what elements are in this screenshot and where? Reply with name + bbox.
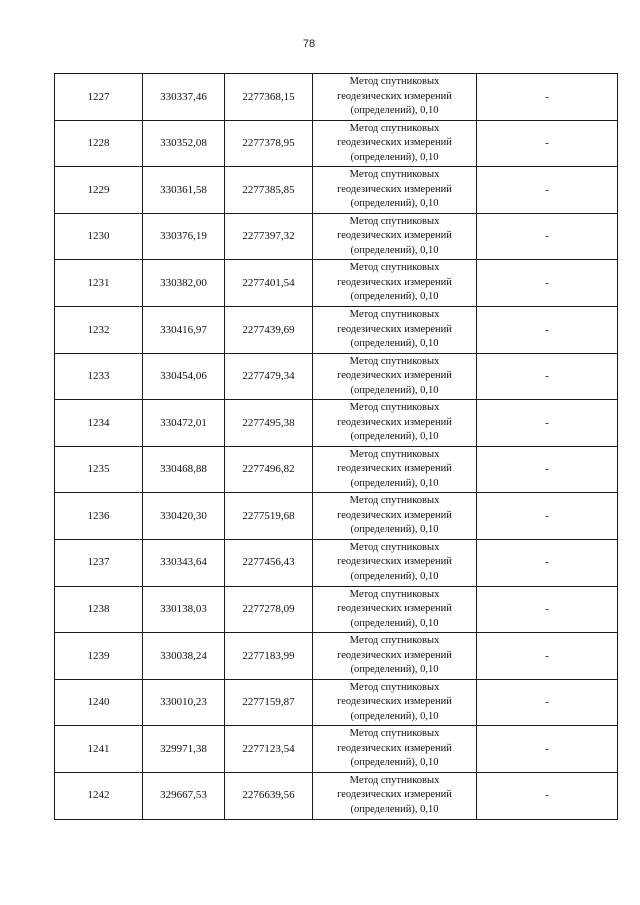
x-coordinate-cell: 330420,30	[143, 493, 225, 540]
method-line: геодезических измерений	[337, 789, 452, 801]
method-line: (определений), 0,10	[350, 338, 439, 350]
method-line: (определений), 0,10	[350, 710, 439, 722]
coordinates-table-body	[55, 74, 618, 820]
table-row	[55, 306, 618, 353]
method-line: Метод спутниковых	[349, 402, 440, 414]
method-line: Метод спутниковых	[349, 309, 440, 321]
method-line: Метод спутниковых	[349, 355, 440, 367]
note-cell: -	[477, 726, 618, 773]
table-row	[55, 213, 618, 260]
point-number-cell: 1234	[55, 400, 143, 447]
page-number: 78	[302, 38, 316, 50]
note-cell: -	[477, 493, 618, 540]
method-line: Метод спутниковых	[349, 76, 440, 88]
y-coordinate-cell: 2277456,43	[225, 539, 313, 586]
x-coordinate-cell: 330454,06	[143, 353, 225, 400]
x-coordinate-cell: 330038,24	[143, 633, 225, 680]
method-line: Метод спутниковых	[349, 541, 440, 553]
table-row	[55, 446, 618, 493]
y-coordinate-cell: 2277368,15	[225, 74, 313, 121]
note-cell: -	[477, 679, 618, 726]
point-number-cell: 1242	[55, 772, 143, 819]
method-line: (определений), 0,10	[350, 198, 439, 210]
x-coordinate-cell: 330472,01	[143, 400, 225, 447]
method-line: (определений), 0,10	[350, 244, 439, 256]
method-line: геодезических измерений	[337, 649, 452, 661]
point-number-cell: 1233	[55, 353, 143, 400]
coordinates-table	[54, 73, 618, 820]
x-coordinate-cell: 330416,97	[143, 306, 225, 353]
point-number-cell: 1241	[55, 726, 143, 773]
point-number-cell: 1231	[55, 260, 143, 307]
method-line: геодезических измерений	[337, 416, 452, 428]
x-coordinate-cell: 329971,38	[143, 726, 225, 773]
x-coordinate-cell: 330376,19	[143, 213, 225, 260]
method-cell	[313, 586, 477, 633]
method-cell	[313, 679, 477, 726]
table-row	[55, 400, 618, 447]
method-line: (определений), 0,10	[350, 524, 439, 536]
table-row	[55, 353, 618, 400]
point-number-cell: 1227	[55, 74, 143, 121]
table-row	[55, 633, 618, 680]
method-line: (определений), 0,10	[350, 431, 439, 443]
table-row	[55, 726, 618, 773]
method-line: (определений), 0,10	[350, 803, 439, 815]
note-cell: -	[477, 772, 618, 819]
note-cell: -	[477, 74, 618, 121]
note-cell: -	[477, 400, 618, 447]
point-number-cell: 1230	[55, 213, 143, 260]
point-number-cell: 1228	[55, 120, 143, 167]
point-number-cell: 1239	[55, 633, 143, 680]
note-cell: -	[477, 446, 618, 493]
note-cell: -	[477, 213, 618, 260]
note-cell: -	[477, 539, 618, 586]
method-line: (определений), 0,10	[350, 384, 439, 396]
method-line: геодезических измерений	[337, 276, 452, 288]
table-row	[55, 260, 618, 307]
table-row	[55, 167, 618, 214]
method-line: геодезических измерений	[337, 509, 452, 521]
note-cell: -	[477, 260, 618, 307]
method-cell	[313, 772, 477, 819]
method-cell	[313, 306, 477, 353]
method-line: Метод спутниковых	[349, 122, 440, 134]
method-line: (определений), 0,10	[350, 105, 439, 117]
note-cell: -	[477, 586, 618, 633]
method-cell	[313, 353, 477, 400]
method-line: геодезических измерений	[337, 230, 452, 242]
table-row	[55, 493, 618, 540]
x-coordinate-cell: 330343,64	[143, 539, 225, 586]
method-line: (определений), 0,10	[350, 664, 439, 676]
method-cell	[313, 633, 477, 680]
method-line: Метод спутниковых	[349, 635, 440, 647]
method-line: геодезических измерений	[337, 742, 452, 754]
table-row	[55, 772, 618, 819]
x-coordinate-cell: 330352,08	[143, 120, 225, 167]
method-line: геодезических измерений	[337, 370, 452, 382]
x-coordinate-cell: 330468,88	[143, 446, 225, 493]
method-line: (определений), 0,10	[350, 291, 439, 303]
method-line: геодезических измерений	[337, 463, 452, 475]
y-coordinate-cell: 2277385,85	[225, 167, 313, 214]
note-cell: -	[477, 353, 618, 400]
y-coordinate-cell: 2277123,54	[225, 726, 313, 773]
x-coordinate-cell: 329667,53	[143, 772, 225, 819]
method-line: Метод спутниковых	[349, 681, 440, 693]
method-cell	[313, 726, 477, 773]
point-number-cell: 1232	[55, 306, 143, 353]
point-number-cell: 1229	[55, 167, 143, 214]
y-coordinate-cell: 2277439,69	[225, 306, 313, 353]
method-line: геодезических измерений	[337, 696, 452, 708]
method-line: геодезических измерений	[337, 137, 452, 149]
method-cell	[313, 120, 477, 167]
table-row	[55, 539, 618, 586]
method-line: Метод спутниковых	[349, 774, 440, 786]
x-coordinate-cell: 330010,23	[143, 679, 225, 726]
y-coordinate-cell: 2277496,82	[225, 446, 313, 493]
method-cell	[313, 213, 477, 260]
y-coordinate-cell: 2277495,38	[225, 400, 313, 447]
method-line: Метод спутниковых	[349, 588, 440, 600]
table-row	[55, 586, 618, 633]
y-coordinate-cell: 2277278,09	[225, 586, 313, 633]
y-coordinate-cell: 2277519,68	[225, 493, 313, 540]
note-cell: -	[477, 633, 618, 680]
point-number-cell: 1240	[55, 679, 143, 726]
method-line: Метод спутниковых	[349, 169, 440, 181]
table-row	[55, 120, 618, 167]
y-coordinate-cell: 2277479,34	[225, 353, 313, 400]
x-coordinate-cell: 330361,58	[143, 167, 225, 214]
method-cell	[313, 167, 477, 214]
point-number-cell: 1238	[55, 586, 143, 633]
point-number-cell: 1237	[55, 539, 143, 586]
point-number-cell: 1236	[55, 493, 143, 540]
method-cell	[313, 400, 477, 447]
table-row	[55, 74, 618, 121]
method-cell	[313, 539, 477, 586]
method-line: Метод спутниковых	[349, 448, 440, 460]
x-coordinate-cell: 330138,03	[143, 586, 225, 633]
note-cell: -	[477, 306, 618, 353]
y-coordinate-cell: 2277183,99	[225, 633, 313, 680]
method-line: Метод спутниковых	[349, 215, 440, 227]
method-line: (определений), 0,10	[350, 151, 439, 163]
method-line: (определений), 0,10	[350, 570, 439, 582]
method-line: (определений), 0,10	[350, 477, 439, 489]
y-coordinate-cell: 2277401,54	[225, 260, 313, 307]
y-coordinate-cell: 2277397,32	[225, 213, 313, 260]
method-line: геодезических измерений	[337, 603, 452, 615]
method-cell	[313, 493, 477, 540]
method-cell	[313, 260, 477, 307]
y-coordinate-cell: 2277378,95	[225, 120, 313, 167]
method-line: геодезических измерений	[337, 556, 452, 568]
method-cell	[313, 74, 477, 121]
x-coordinate-cell: 330382,00	[143, 260, 225, 307]
method-line: геодезических измерений	[337, 323, 452, 335]
method-line: (определений), 0,10	[350, 757, 439, 769]
note-cell: -	[477, 167, 618, 214]
y-coordinate-cell: 2276639,56	[225, 772, 313, 819]
table-row	[55, 679, 618, 726]
x-coordinate-cell: 330337,46	[143, 74, 225, 121]
point-number-cell: 1235	[55, 446, 143, 493]
method-line: (определений), 0,10	[350, 617, 439, 629]
y-coordinate-cell: 2277159,87	[225, 679, 313, 726]
method-line: Метод спутниковых	[349, 262, 440, 274]
method-line: Метод спутниковых	[349, 728, 440, 740]
method-line: Метод спутниковых	[349, 495, 440, 507]
note-cell: -	[477, 120, 618, 167]
method-line: геодезических измерений	[337, 90, 452, 102]
method-line: геодезических измерений	[337, 183, 452, 195]
method-cell	[313, 446, 477, 493]
